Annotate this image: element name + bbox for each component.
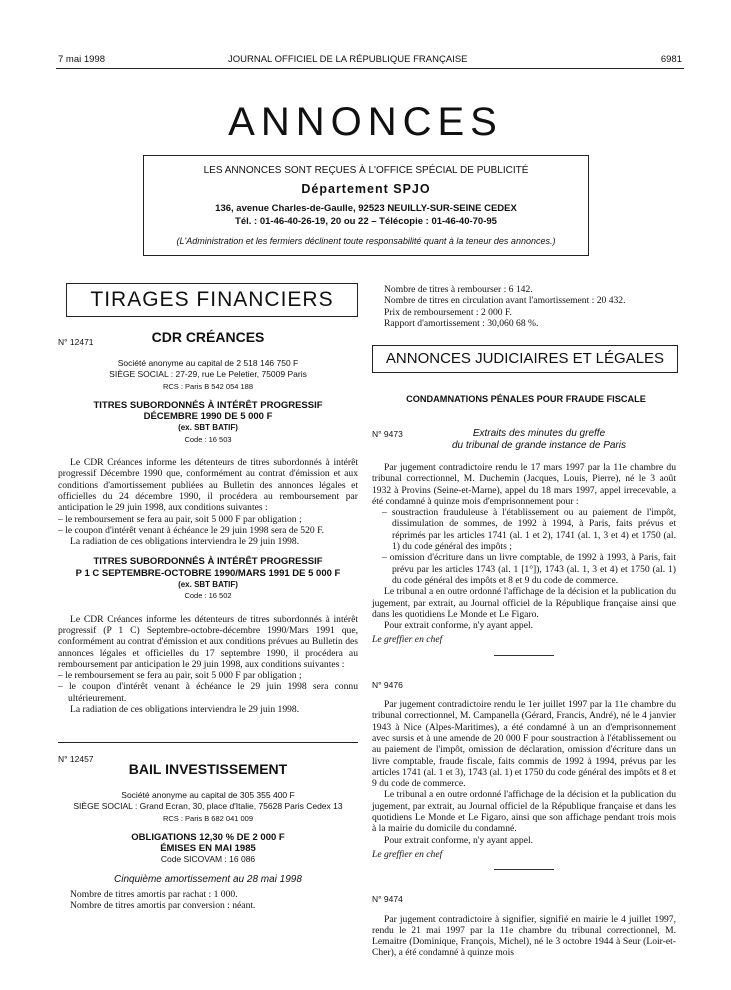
paragraph: La radiation de ces obligations interviendra le 29 juin 1998. xyxy=(70,704,300,716)
company-rcs: RCS : Paris B 682 041 009 xyxy=(162,813,254,823)
journal-title: JOURNAL OFFICIEL DE LA RÉPUBLIQUE FRANÇAISE xyxy=(228,54,468,65)
paragraph: La radiation de ces obligations interviendra le 29 juin 1998. xyxy=(70,536,300,548)
notice-line: LES ANNONCES SONT REÇUES À L'OFFICE SPÉCIAL DE PUBLICITÉ xyxy=(203,165,529,176)
running-header xyxy=(58,54,682,68)
paragraph: Pour extrait conforme, n'y ayant appel. xyxy=(384,834,534,846)
security-title: TITRES SUBORDONNÉS À INTÉRÊT PROGRESSIF xyxy=(93,399,323,411)
paragraph: Le tribunal a en outre ordonné l'affichage de la décision et la publication du jugement, par extrait, au Journal officiel de la République française ainsi que dans les quotidiens Le Monde et Le Figaro. xyxy=(372,586,676,620)
notice-box xyxy=(143,155,589,256)
paragraph: Le tribunal a en outre ordonné l'affichage de la décision et la publication du jugement, par extrait, au Journal officiel de la République française et dans les quotidiens Le Monde et Le Figaro, ainsi que son affichage pendant trois mois à la mairie du domicile du condamné. xyxy=(372,789,676,835)
list-item: – le remboursement se fera au pair, soit 5 000 F par obligation ; xyxy=(58,513,302,525)
company-address: SIÈGE SOCIAL : Grand Ecran, 30, place d'Italie, 75628 Paris Cedex 13 xyxy=(73,801,343,812)
issue-date: 7 mai 1998 xyxy=(58,54,106,65)
section-annonces-judiciaires: ANNONCES JUDICIAIRES ET LÉGALES xyxy=(372,345,678,373)
company-address: SIÈGE SOCIAL : 27-29, rue Le Peletier, 75009 Paris xyxy=(109,369,307,380)
company-capital: Société anonyme au capital de 305 355 400 F xyxy=(121,790,295,800)
paragraph: Par jugement contradictoire à signifier, signifié en mairie le 4 juillet 1997, rendu le 21 mai 1997 par la 11e chambre du tribunal correctionnel, M. Lemaitre (Dominique, François, Michel), né le 3 octobre 1944 à Seur (Loir-et-Cher), a été condamné à quinze mois xyxy=(372,913,676,959)
right-column-top xyxy=(372,284,676,329)
notice-disclaimer: (L'Administration et les fermiers déclinent toute responsabilité quant à la teneur des annonces.) xyxy=(176,236,556,246)
paragraph: Prix de remboursement : 2 000 F. xyxy=(384,306,512,318)
security-ex: (ex. SBT BATIF) xyxy=(178,580,238,590)
page-title: ANNONCES xyxy=(228,100,503,144)
separator xyxy=(494,869,554,870)
amortization-title: Cinquième amortissement au 28 mai 1998 xyxy=(114,873,302,885)
separator xyxy=(494,655,554,656)
announcement-number: N° 9474 xyxy=(372,894,403,905)
paragraph: Nombre de titres amortis par conversion : néant. xyxy=(70,900,256,912)
security-code: Code : 16 503 xyxy=(184,434,232,444)
signature: Le greffier en chef xyxy=(372,634,443,646)
paragraph: Nombre de titres en circulation avant l'amortissement : 20 432. xyxy=(384,295,626,307)
announcement-number: N° 12457 xyxy=(58,754,94,764)
page-number: 6981 xyxy=(660,54,682,65)
list-item: – le remboursement se fera au pair, soit 5 000 F par obligation ; xyxy=(58,670,302,682)
section-tirages-financiers: TIRAGES FINANCIERS xyxy=(66,283,358,317)
notice-phone: Tél. : 01-46-40-26-19, 20 ou 22 – Télécopie : 01-46-40-70-95 xyxy=(235,216,497,227)
company-name: BAIL INVESTISSEMENT xyxy=(128,761,288,777)
announcement-number: N° 12471 xyxy=(58,337,94,347)
security-title: TITRES SUBORDONNÉS À INTÉRÊT PROGRESSIF xyxy=(93,556,323,568)
list-item: – le coupon d'intérêt venant à échéance le 29 juin 1998 sera de 520 F. xyxy=(58,524,325,536)
announcement-number: N° 9476 xyxy=(372,679,403,690)
security-title: P 1 C SEPTEMBRE-OCTOBRE 1990/MARS 1991 DE 5 000 F xyxy=(75,567,341,579)
company-name: CDR CRÉANCES xyxy=(151,329,265,345)
subsection-title: CONDAMNATIONS PÉNALES POUR FRAUDE FISCALE xyxy=(406,394,646,404)
court-heading: Extraits des minutes du greffe xyxy=(472,428,606,439)
list-item: – omission d'écriture dans un livre comptable, de 1992 à 1993, à Paris, fait prévu par les articles 1743 (al. 1 [1°]), 1743 (al. 1, 3 et 4) et 1750 (al. 1) du code général des impôts et 8 et 9 du code de commerce. xyxy=(382,552,676,586)
company-rcs: RCS : Paris B 542 054 188 xyxy=(162,381,254,391)
security-title: DÉCEMBRE 1990 DE 5 000 F xyxy=(143,411,273,423)
list-item: – le coupon d'intérêt venant à échéance le 29 juin 1998 sera connu ultérieurement. xyxy=(58,681,358,704)
left-column-second xyxy=(58,754,358,912)
company-capital: Société anonyme au capital de 2 518 146 750 F xyxy=(117,358,299,368)
security-code: Code SICOVAM : 16 086 xyxy=(160,854,256,865)
paragraph: Rapport d'amortissement : 30,060 68 %. xyxy=(384,317,539,329)
paragraph: Le CDR Créances informe les détenteurs de titres subordonnés à intérêt progressif (P 1 C) Septembre-octobre-décembre 1990/Mars 1991 que, conformément au contrat d'émission et aux conditions prévues au Bulletin des annonces légales et officielles du 17 septembre 1990, il procédera au remboursement par anticipation le 29 juin 1998, aux conditions suivantes : xyxy=(58,613,358,670)
security-title: OBLIGATIONS 12,30 % DE 2 000 F xyxy=(131,831,285,843)
paragraph: Par jugement contradictoire rendu le 1er juillet 1997 par la 11e chambre du tribunal correctionnel, M. Campanella (Gérard, Francis, André), né le 4 janvier 1943 à Nice (Alpes-Maritimes), a été condamné à un an d'emprisonnement avec sursis et à une amende de 20 000 F pour soustraction à l'établissement ou au paiement de l'impôt, omission de déclaration, omission d'écriture dans un livre comptable, fraude fiscale, faits commis de 1992 à 1994, prévus par les articles 1741 (al. 1 et 3), 1743 (al. 1) et 1750 du code général des impôts et 8 et 9 du code de commerce. xyxy=(372,699,676,790)
paragraph: Pour extrait conforme, n'y ayant appel. xyxy=(384,620,534,632)
paragraph: Nombre de titres à rembourser : 6 142. xyxy=(384,284,533,295)
header-rule xyxy=(56,68,684,69)
paragraph: Nombre de titres amortis par rachat : 1 000. xyxy=(70,889,238,901)
signature: Le greffier en chef xyxy=(372,848,443,860)
security-code: Code : 16 502 xyxy=(184,591,232,601)
notice-address: 136, avenue Charles-de-Gaulle, 92523 NEUILLY-SUR-SEINE CEDEX xyxy=(215,203,517,214)
court-heading: du tribunal de grande instance de Paris xyxy=(451,440,626,451)
list-item: – soustraction frauduleuse à l'établissement ou au paiement de l'impôt, dissimulation de sommes, de 1992 à 1994, à Paris, faits prévus et réprimés par les articles 1741 (al. 1 et 2), 1741 (al. 1, 3 et 4) et 1750 (al. 1) du code général des impôts ; xyxy=(382,507,676,553)
security-ex: (ex. SBT BATIF) xyxy=(178,423,238,433)
announcement-separator xyxy=(58,742,358,743)
paragraph: Le CDR Créances informe les détenteurs de titres subordonnés à intérêt progressif Décembre 1990 que, conformément au contrat d'émission et aux conditions d'amortissement publiées au Bulletin des annonces légales et officielles du 24 décembre 1990, il procédera au remboursement par anticipation le 29 juin 1998, aux conditions suivantes : xyxy=(58,457,358,514)
paragraph: Par jugement contradictoire rendu le 17 mars 1997 par la 11e chambre du tribunal correctionnel, M. Duchemin (Jacques, Louis, Pierre), né le 3 août 1932 à Provins (Seine-et-Marne), appel du 18 mars 1997, appel irrecevable, a été condamné à quinze mois d'emprisonnement pour : xyxy=(372,462,676,507)
announcement-number: N° 9473 xyxy=(372,429,403,439)
notice-department: Département SPJO xyxy=(301,182,431,196)
right-column-main xyxy=(372,428,676,959)
security-title: ÉMISES EN MAI 1985 xyxy=(160,843,256,855)
left-column xyxy=(58,329,358,716)
